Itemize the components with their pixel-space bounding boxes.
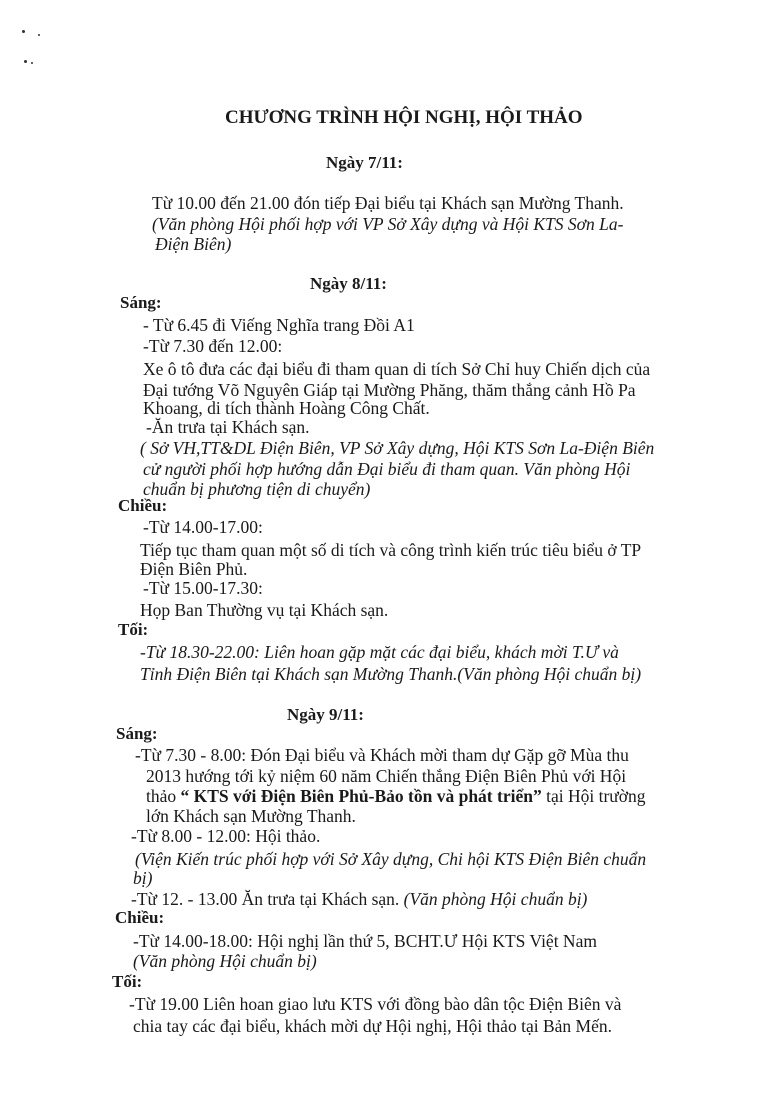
session-label: Tối: — [112, 972, 143, 991]
schedule-line: Đại tướng Võ Nguyên Giáp tại Mường Phăng, thăm thắng cảnh Hồ Pa — [143, 380, 636, 400]
schedule-note: -Từ 18.30-22.00: Liên hoan gặp mặt các đại biểu, khách mời T.Ư và — [140, 642, 619, 662]
schedule-line: -Từ 7.30 - 8.00: Đón Đại biểu và Khách mời tham dự Gặp gỡ Mùa thu — [135, 745, 629, 765]
schedule-note: chuẩn bị phương tiện di chuyển) — [143, 479, 371, 499]
day-heading: Ngày 8/11: — [310, 274, 387, 293]
scan-speck — [31, 62, 33, 64]
session-label: Chiều: — [118, 496, 168, 515]
schedule-line: chia tay các đại biểu, khách mời dự Hội nghị, Hội thảo tại Bản Mến. — [133, 1016, 612, 1036]
text-run: -Từ 12. - 13.00 Ăn trưa tại Khách sạn. — [131, 889, 404, 909]
day-heading: Ngày 7/11: — [326, 153, 403, 172]
scan-speck — [38, 34, 40, 36]
schedule-line: -Từ 14.00-18.00: Hội nghị lần thứ 5, BCHT.Ư Hội KTS Việt Nam — [133, 931, 597, 951]
schedule-line: -Từ 7.30 đến 12.00: — [143, 336, 283, 356]
schedule-line: -Từ 14.00-17.00: — [143, 517, 263, 537]
session-label: Sáng: — [116, 724, 158, 743]
text-run: tại Hội trường — [541, 786, 646, 806]
schedule-line: - Từ 6.45 đi Viếng Nghĩa trang Đồi A1 — [143, 315, 415, 335]
schedule-note: Điện Biên) — [155, 234, 232, 254]
conference-theme: “ KTS với Điện Biên Phủ-Bảo tồn và phát triển” — [180, 786, 542, 806]
schedule-line: Từ 10.00 đến 21.00 đón tiếp Đại biểu tại Khách sạn Mường Thanh. — [152, 193, 624, 213]
schedule-line: -Từ 19.00 Liên hoan giao lưu KTS với đồng bào dân tộc Điện Biên và — [129, 994, 622, 1014]
schedule-note: (Viện Kiến trúc phối hợp với Sở Xây dựng, Chi hội KTS Điện Biên chuẩn — [135, 849, 647, 869]
schedule-line: Họp Ban Thường vụ tại Khách sạn. — [140, 600, 389, 620]
schedule-note: (Văn phòng Hội chuẩn bị) — [403, 889, 588, 909]
session-label: Chiều: — [115, 908, 165, 927]
schedule-line: Khoang, di tích thành Hoàng Công Chất. — [143, 398, 430, 418]
schedule-note: cử người phối hợp hướng dẫn Đại biểu đi tham quan. Văn phòng Hội — [143, 459, 631, 479]
session-label: Sáng: — [120, 293, 162, 312]
schedule-note: bị) — [133, 868, 153, 888]
schedule-line: 2013 hướng tới kỷ niệm 60 năm Chiến thắng Điện Biên Phủ với Hội — [146, 766, 627, 786]
schedule-line: lớn Khách sạn Mường Thanh. — [146, 806, 356, 826]
schedule-line: Xe ô tô đưa các đại biểu đi tham quan di tích Sở Chỉ huy Chiến dịch của — [143, 359, 651, 379]
schedule-line: -Ăn trưa tại Khách sạn. — [146, 417, 310, 437]
schedule-line: -Từ 15.00-17.30: — [143, 578, 263, 598]
schedule-note: (Văn phòng Hội phối hợp với VP Sở Xây dựng và Hội KTS Sơn La- — [152, 214, 624, 234]
schedule-line: Tiếp tục tham quan một số di tích và công trình kiến trúc tiêu biểu ở TP — [140, 540, 642, 560]
text-run: thảo — [146, 786, 181, 806]
schedule-note: (Văn phòng Hội chuẩn bị) — [133, 951, 317, 971]
scan-speck — [24, 60, 27, 63]
scan-speck — [22, 30, 25, 33]
day-heading: Ngày 9/11: — [287, 705, 364, 724]
schedule-line: -Từ 8.00 - 12.00: Hội thảo. — [131, 826, 321, 846]
schedule-line: Điện Biên Phủ. — [140, 559, 248, 579]
schedule-line — [146, 786, 646, 806]
page-title: CHƯƠNG TRÌNH HỘI NGHỊ, HỘI THẢO — [225, 107, 583, 128]
schedule-line — [131, 889, 587, 909]
session-label: Tối: — [118, 620, 149, 639]
schedule-note: ( Sở VH,TT&DL Điện Biên, VP Sở Xây dựng, Hội KTS Sơn La-Điện Biên — [140, 438, 655, 458]
schedule-note: Tỉnh Điện Biên tại Khách sạn Mường Thanh.(Văn phòng Hội chuẩn bị) — [140, 664, 642, 684]
